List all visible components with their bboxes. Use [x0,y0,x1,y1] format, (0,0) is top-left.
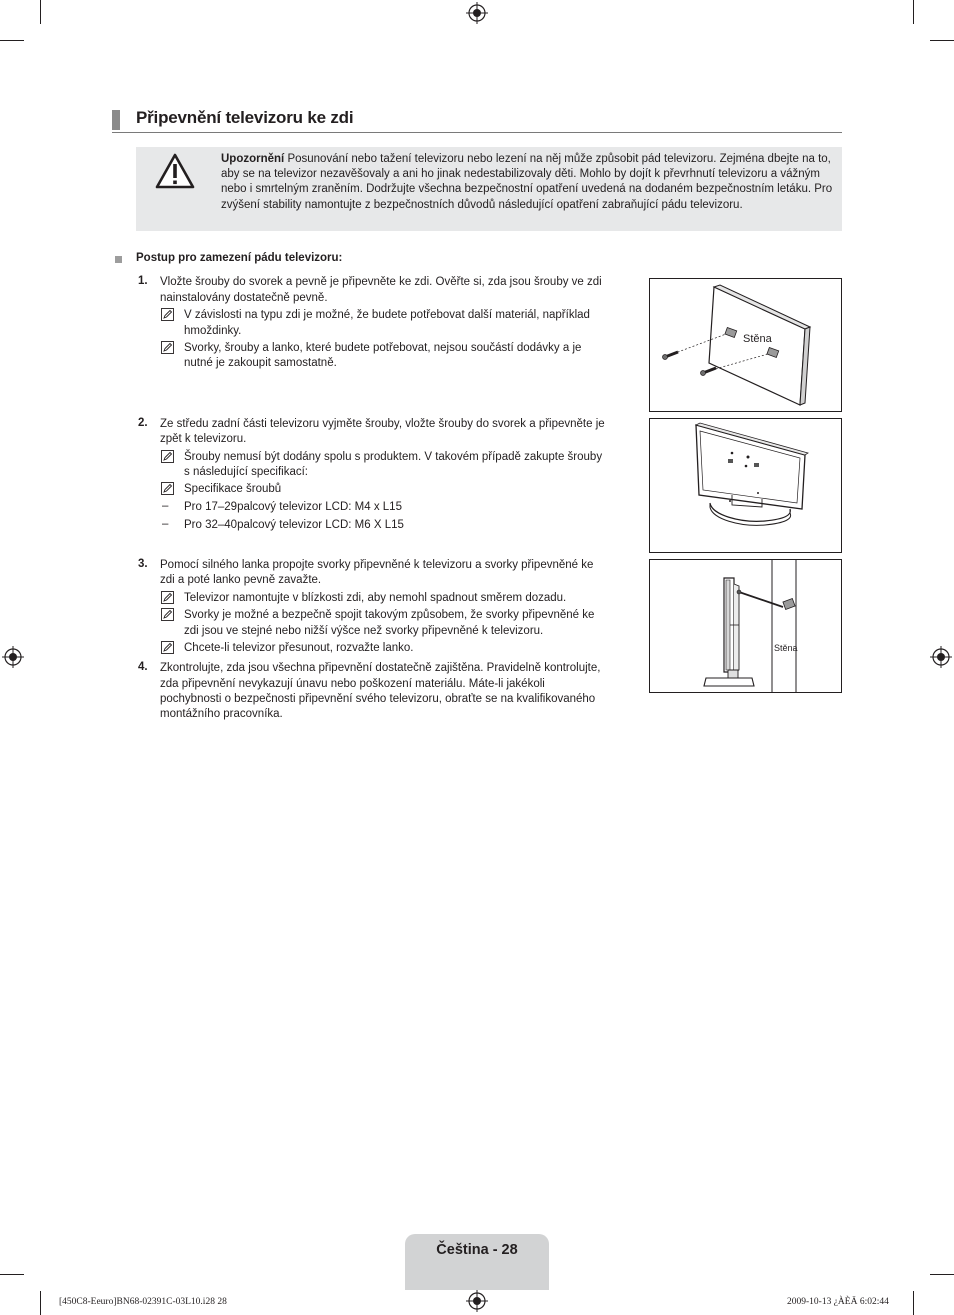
crop-mark [913,1291,914,1315]
step-number: 2. [138,417,148,429]
crop-mark [930,40,954,41]
footer-page-tab [405,1234,549,1290]
warning-box [136,147,842,231]
tv-back-illustration [650,419,841,552]
step-text: zda připevnění nevykazují únavu nebo poškození materiálu. Máte-li jakékoli [160,678,545,690]
dash-bullet: – [162,500,169,512]
step-text: zpět k televizoru. [160,433,247,445]
print-slug-left: [450C8-Eeuro]BN68-02391C-03L10.i28 28 [59,1297,227,1307]
warning-text [221,152,835,213]
procedure-heading: Postup pro zamezení pádu televizoru: [136,252,343,264]
warning-label: Upozornění [221,153,285,165]
note-text: Specifikace šroubů [184,483,282,495]
note-text: V závislosti na typu zdi je možné, že budete potřebovat další materiál, například [184,309,590,321]
warning-triangle-icon [155,153,195,189]
crop-mark [40,1291,41,1315]
spec-item: Pro 32–40palcový televizor LCD: M6 X L15 [184,519,404,531]
step-text: Ze středu zadní části televizoru vyjměte šrouby, vložte šrouby do svorek a připevněte je [160,418,605,430]
bullet-square [115,256,122,263]
spec-item: Pro 17–29palcový televizor LCD: M4 x L15 [184,501,402,513]
crop-mark [913,0,914,24]
warning-body: Posunování nebo tažení televizoru nebo lezení na něj může způsobit pád televizoru. Zejména dbejte na to, aby se na televizor nezavěšovaly a ani ho jinak nedestabilizovaly děti. Mohlo by dojít k převrhnutí televizoru a vážným nebo i smrtelným zraněním. Dodržujte všechna bezpečnostní opatření uvedená na dodaném bezpečnostním letáku. Pro zvýšení stability namontujte z bezpečnostních důvodů následující opatření zabraňující pádu televizoru. [221,153,833,211]
crop-mark [0,1274,24,1275]
note-pencil-icon [161,450,174,463]
registration-mark-icon [466,1290,488,1312]
note-pencil-icon [161,308,174,321]
note-pencil-icon [161,591,174,604]
page-number: Čeština - 28 [436,1242,518,1258]
step-text: Zkontrolujte, zda jsou všechna připevnění dostatečně zajištěna. Pravidelně kontrolujte, [160,662,601,674]
figure-wall-screws [649,278,842,412]
step-number: 3. [138,558,148,570]
step-number: 4. [138,661,148,673]
crop-mark [40,0,41,24]
section-header [112,108,842,133]
note-pencil-icon [161,608,174,621]
step-text: Vložte šrouby do svorek a pevně je připevněte ke zdi. Ověřte si, zda jsou šrouby ve zdi [160,276,602,288]
note-text: Svorky, šrouby a lanko, které budete potřebovat, nejsou součástí dodávky a je [184,342,582,354]
title-marker [112,110,120,130]
wall-label: Stěna [743,333,772,345]
step-text: pochybnosti o bezpečnosti připevnění svého televizoru, obraťte se na kvalifikovaného [160,693,596,705]
note-pencil-icon [161,482,174,495]
print-slug-right: 2009-10-13 ¿ÀÈÄ 6:02:44 [787,1297,889,1307]
crop-mark [930,1274,954,1275]
note-text: Chcete-li televizor přesunout, rozvažte lanko. [184,642,414,654]
page-title: Připevnění televizoru ke zdi [136,108,354,127]
wall-label: Stěna [774,643,798,653]
registration-mark-icon [2,646,24,668]
figure-tv-side [649,559,842,693]
note-text: nutné je zakoupit samostatně. [184,357,337,369]
step-number: 1. [138,275,148,287]
crop-mark [0,40,24,41]
step-text: zdi a poté lanko pevně zavažte. [160,574,322,586]
note-text: Šrouby nemusí být dodány spolu s produktem. V takovém případě zakupte šrouby [184,451,603,463]
step-text: montážního pracovníka. [160,708,283,720]
note-text: Svorky je možné a bezpečně spojit takovým způsobem, že svorky připevněné ke [184,609,595,621]
registration-mark-icon [466,2,488,24]
note-text: hmoždinky. [184,325,242,337]
step-text: Pomocí silného lanka propojte svorky připevněné k televizoru a svorky připevněné ke [160,559,594,571]
figure-tv-back [649,418,842,553]
note-pencil-icon [161,641,174,654]
note-text: zdi jsou ve stejné nebo nižší výšce než svorky připevněné k televizoru. [184,625,544,637]
note-text: s následující specifikací: [184,466,309,478]
step-text: nainstalovány dostatečně pevně. [160,292,328,304]
dash-bullet: – [162,518,169,530]
registration-mark-icon [930,646,952,668]
note-pencil-icon [161,341,174,354]
note-text: Televizor namontujte v blízkosti zdi, aby nemohl spadnout směrem dozadu. [184,592,567,604]
tv-side-illustration [650,560,841,692]
